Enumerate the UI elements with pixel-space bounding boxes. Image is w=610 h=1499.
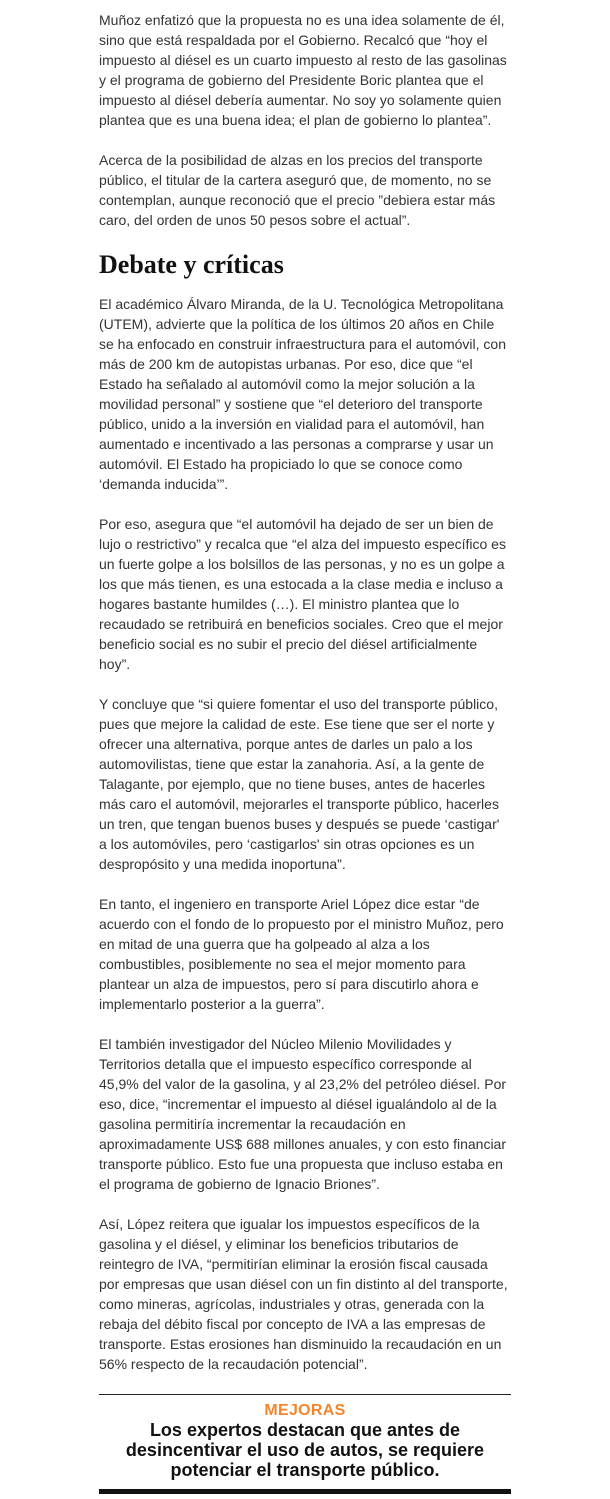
highlight-box — [99, 1394, 511, 1494]
article-body — [99, 10, 511, 1494]
article-paragraph: Así, López reitera que igualar los impuestos específicos de la gasolina y el diésel, y eliminar los beneficios tributarios de reintegro de IVA, “permitirían eliminar la erosión fiscal causada por empresas que usan diésel con un fin distinto al del transporte, como mineras, agrícolas, industriales y otras, generada con la rebaja del débito fiscal por concepto de IVA a las empresas de transporte. Estas erosiones han disminuido la recaudación en un 56% respecto de la recaudación potencial”. — [99, 1216, 508, 1372]
article-paragraph: Por eso, asegura que “el automóvil ha dejado de ser un bien de lujo o restrictivo” y recalca que “el alza del impuesto específico es un fuerte golpe a los bolsillos de las personas, y no es un golpe a los que más tienen, es una estocada a la clase media e incluso a hogares bastante humildes (…). El ministro plantea que lo recaudado se retribuirá en beneficios sociales. Creo que el mejor beneficio social es no subir el precio del diésel artificialmente hoy”. — [99, 516, 506, 672]
highlight-kicker: MEJORAS — [264, 1402, 346, 1419]
section-heading: Debate y críticas — [99, 250, 284, 279]
highlight-headline: Los expertos destacan que antes de desincentivar el uso de autos, se requiere potenciar el transporte público. — [125, 1420, 485, 1480]
article-paragraph: En tanto, el ingeniero en transporte Ariel López dice estar “de acuerdo con el fondo de lo propuesto por el ministro Muñoz, pero en mitad de una guerra que ha golpeado al alza a los combustibles, posiblemente no sea el mejor momento para plantear un alza de impuestos, pero sí para discutirlo ahora e implementarlo posterior a la guerra”. — [99, 896, 504, 1012]
article-paragraph: El también investigador del Núcleo Milenio Movilidades y Territorios detalla que el impuesto específico corresponde al 45,9% del valor de la gasolina, y al 23,2% del petróleo diésel. Por eso, dice, “incrementar el impuesto al diésel igualándolo al de la gasolina permitiría incrementar la recaudación en aproximadamente US$ 688 millones anuales, y con esto financiar transporte público. Esto fue una propuesta que incluso estaba en el programa de gobierno de Ignacio Briones”. — [99, 1036, 507, 1192]
article-paragraph: El académico Álvaro Miranda, de la U. Tecnológica Metropolitana (UTEM), advierte que la política de los últimos 20 años en Chile se ha enfocado en construir infraestructura para el automóvil, con más de 200 km de autopistas urbanas. Por eso, dice que “el Estado ha señalado al automóvil como la mejor solución a la movilidad personal” y sostiene que “el deterioro del transporte público, unido a la inversión en vialidad para el automóvil, han aumentado e incentivado a las personas a comprarse y usar un automóvil. El Estado ha propiciado lo que se conoce como ‘demanda inducida’”. — [99, 296, 507, 492]
article-paragraph: Muñoz enfatizó que la propuesta no es una idea solamente de él, sino que está respaldada por el Gobierno. Recalcó que “hoy el impuesto al diésel es un cuarto impuesto al resto de las gasolinas y el programa de gobierno del Presidente Boric plantea que el impuesto al diésel debería aumentar. No soy yo solamente quien plantea que es una buena idea; el plan de gobierno lo plantea”. — [99, 12, 507, 128]
article-paragraph: Acerca de la posibilidad de alzas en los precios del transporte público, el titular de la cartera aseguró que, de momento, no se contemplan, aunque reconoció que el precio ”debiera estar más caro, del orden de unos 50 pesos sobre el actual”. — [99, 152, 496, 228]
article-paragraph: Y concluye que “si quiere fomentar el uso del transporte público, pues que mejore la calidad de este. Ese tiene que ser el norte y ofrecer una alternativa, porque antes de darles un palo a los automovilistas, tiene que estar la zanahoria. Así, a la gente de Talagante, por ejemplo, que no tiene buses, antes de hacerles más caro el automóvil, mejorarles el transporte público, hacerles un tren, que tengan buenos buses y después se puede ‘castigar' a los automóviles, pero ‘castigarlos' sin otras opciones es un despropósito y una medida inoportuna”. — [99, 696, 500, 872]
